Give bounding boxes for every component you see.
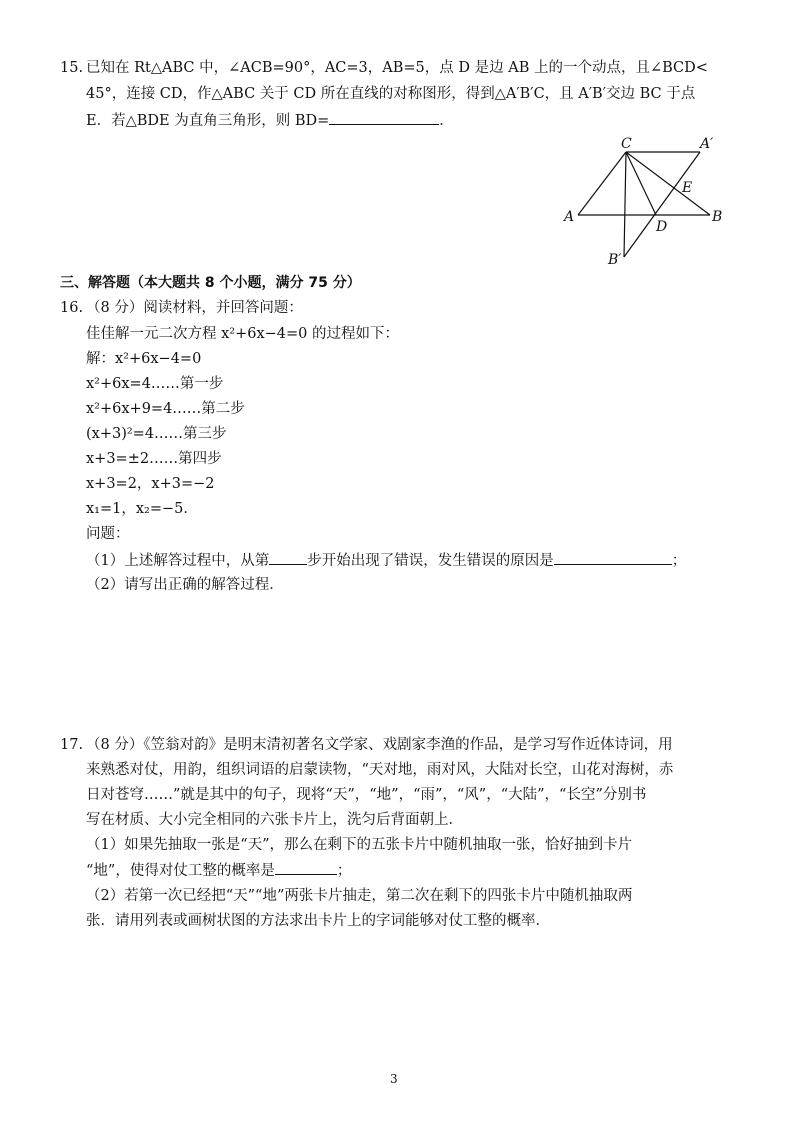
q17-sub1-line2-part-a: “地”，使得对仗工整的概率是 bbox=[86, 863, 275, 879]
label-e: E bbox=[682, 180, 693, 196]
q17-number: 17. bbox=[60, 737, 84, 753]
segment-ca bbox=[578, 152, 626, 215]
q15-text-line3b: ． bbox=[439, 113, 454, 129]
q16-sub2: （2）请写出正确的解答过程． bbox=[86, 577, 284, 593]
q15-geometry-figure bbox=[560, 130, 740, 270]
section-3-title: 三、解答题（本大题共 8 个小题，满分 75 分） bbox=[60, 275, 361, 291]
label-a-prime: A′ bbox=[700, 136, 714, 152]
label-b-prime: B′ bbox=[608, 252, 622, 268]
q17-sub1-line2 bbox=[86, 860, 351, 881]
q16-reason-blank bbox=[554, 550, 672, 565]
q16-sub1-part-c: ； bbox=[671, 553, 687, 569]
q15-answer-blank bbox=[329, 110, 439, 125]
segment-cb bbox=[626, 152, 710, 215]
label-c: C bbox=[621, 136, 632, 152]
q17-line3: 日对苍穹……”就是其中的句子，现将“天”，“地”，“雨”，“风”，“大陆”，“长空”分别书 bbox=[86, 787, 647, 803]
q15-text-line3a: E．若△BDE 为直角三角形，则 BD= bbox=[86, 113, 330, 129]
q15-text-line1: 已知在 Rt△ABC 中，∠ACB=90°，AC=3，AB=5，点 D 是边 AB 上的一个动点，且∠BCD< bbox=[86, 60, 708, 76]
q16-number: 16. bbox=[60, 300, 84, 316]
q15-text-line2: 45°，连接 CD，作△ABC 关于 CD 所在直线的对称图形，得到△A′B′C，且 A′B′交边 BC 于点 bbox=[86, 86, 696, 102]
q15-text-line3 bbox=[86, 110, 454, 131]
q16-sub1 bbox=[86, 550, 686, 571]
q17-line2: 来熟悉对仗，用韵，组织词语的启蒙读物，“天对地，雨对风，大陆对长空，山花对海树，赤 bbox=[86, 762, 674, 778]
q17-line4: 写在材质、大小完全相同的六张卡片上，洗匀后背面朝上． bbox=[86, 812, 463, 828]
segment-cb-prime bbox=[624, 152, 626, 257]
q17-sub2-line2: 张．请用列表或画树状图的方法求出卡片上的字词能够对仗工整的概率． bbox=[86, 913, 550, 929]
q17-sub2-line1: （2）若第一次已经把“天”“地”两张卡片抽走，第二次在剩下的四张卡片中随机抽取两 bbox=[86, 888, 633, 904]
label-a: A bbox=[564, 209, 575, 225]
q16-sub1-part-b: 步开始出现了错误，发生错误的原因是 bbox=[307, 553, 554, 569]
q16-step-1: x²+6x=4……第一步 bbox=[86, 376, 224, 392]
q16-sub1-part-a: （1）上述解答过程中，从第 bbox=[86, 553, 270, 569]
q16-step-6: x₁=1，x₂=−5． bbox=[86, 501, 198, 517]
page-number: 3 bbox=[390, 1072, 398, 1086]
q16-step-blank bbox=[269, 550, 307, 565]
q16-question-label: 问题： bbox=[86, 526, 130, 542]
q16-context: 佳佳解一元二次方程 x²+6x−4=0 的过程如下： bbox=[86, 326, 400, 342]
q16-step-0: 解：x²+6x−4=0 bbox=[86, 351, 202, 367]
q17-line1: （8 分）《笠翁对韵》是明末清初著名文学家、戏剧家李渔的作品，是学习写作近体诗词，用 bbox=[86, 737, 673, 753]
label-b: B bbox=[712, 209, 723, 225]
q16-intro: （8 分）阅读材料，并回答问题： bbox=[86, 300, 303, 316]
q15-number: 15. bbox=[60, 60, 84, 76]
segment-cd bbox=[626, 152, 656, 215]
q16-step-5: x+3=2，x+3=−2 bbox=[86, 476, 215, 492]
q17-sub1-line1: （1）如果先抽取一张是“天”，那么在剩下的五张卡片中随机抽取一张，恰好抽到卡片 bbox=[86, 837, 633, 853]
q17-sub1-line2-part-b: ； bbox=[336, 863, 352, 879]
q16-step-3: (x+3)²=4……第三步 bbox=[86, 426, 227, 442]
q16-step-4: x+3=±2……第四步 bbox=[86, 451, 222, 467]
label-d: D bbox=[656, 219, 668, 235]
q17-probability-blank bbox=[275, 860, 337, 875]
q16-step-2: x²+6x+9=4……第二步 bbox=[86, 401, 245, 417]
segment-a-prime-b-prime bbox=[624, 152, 700, 257]
